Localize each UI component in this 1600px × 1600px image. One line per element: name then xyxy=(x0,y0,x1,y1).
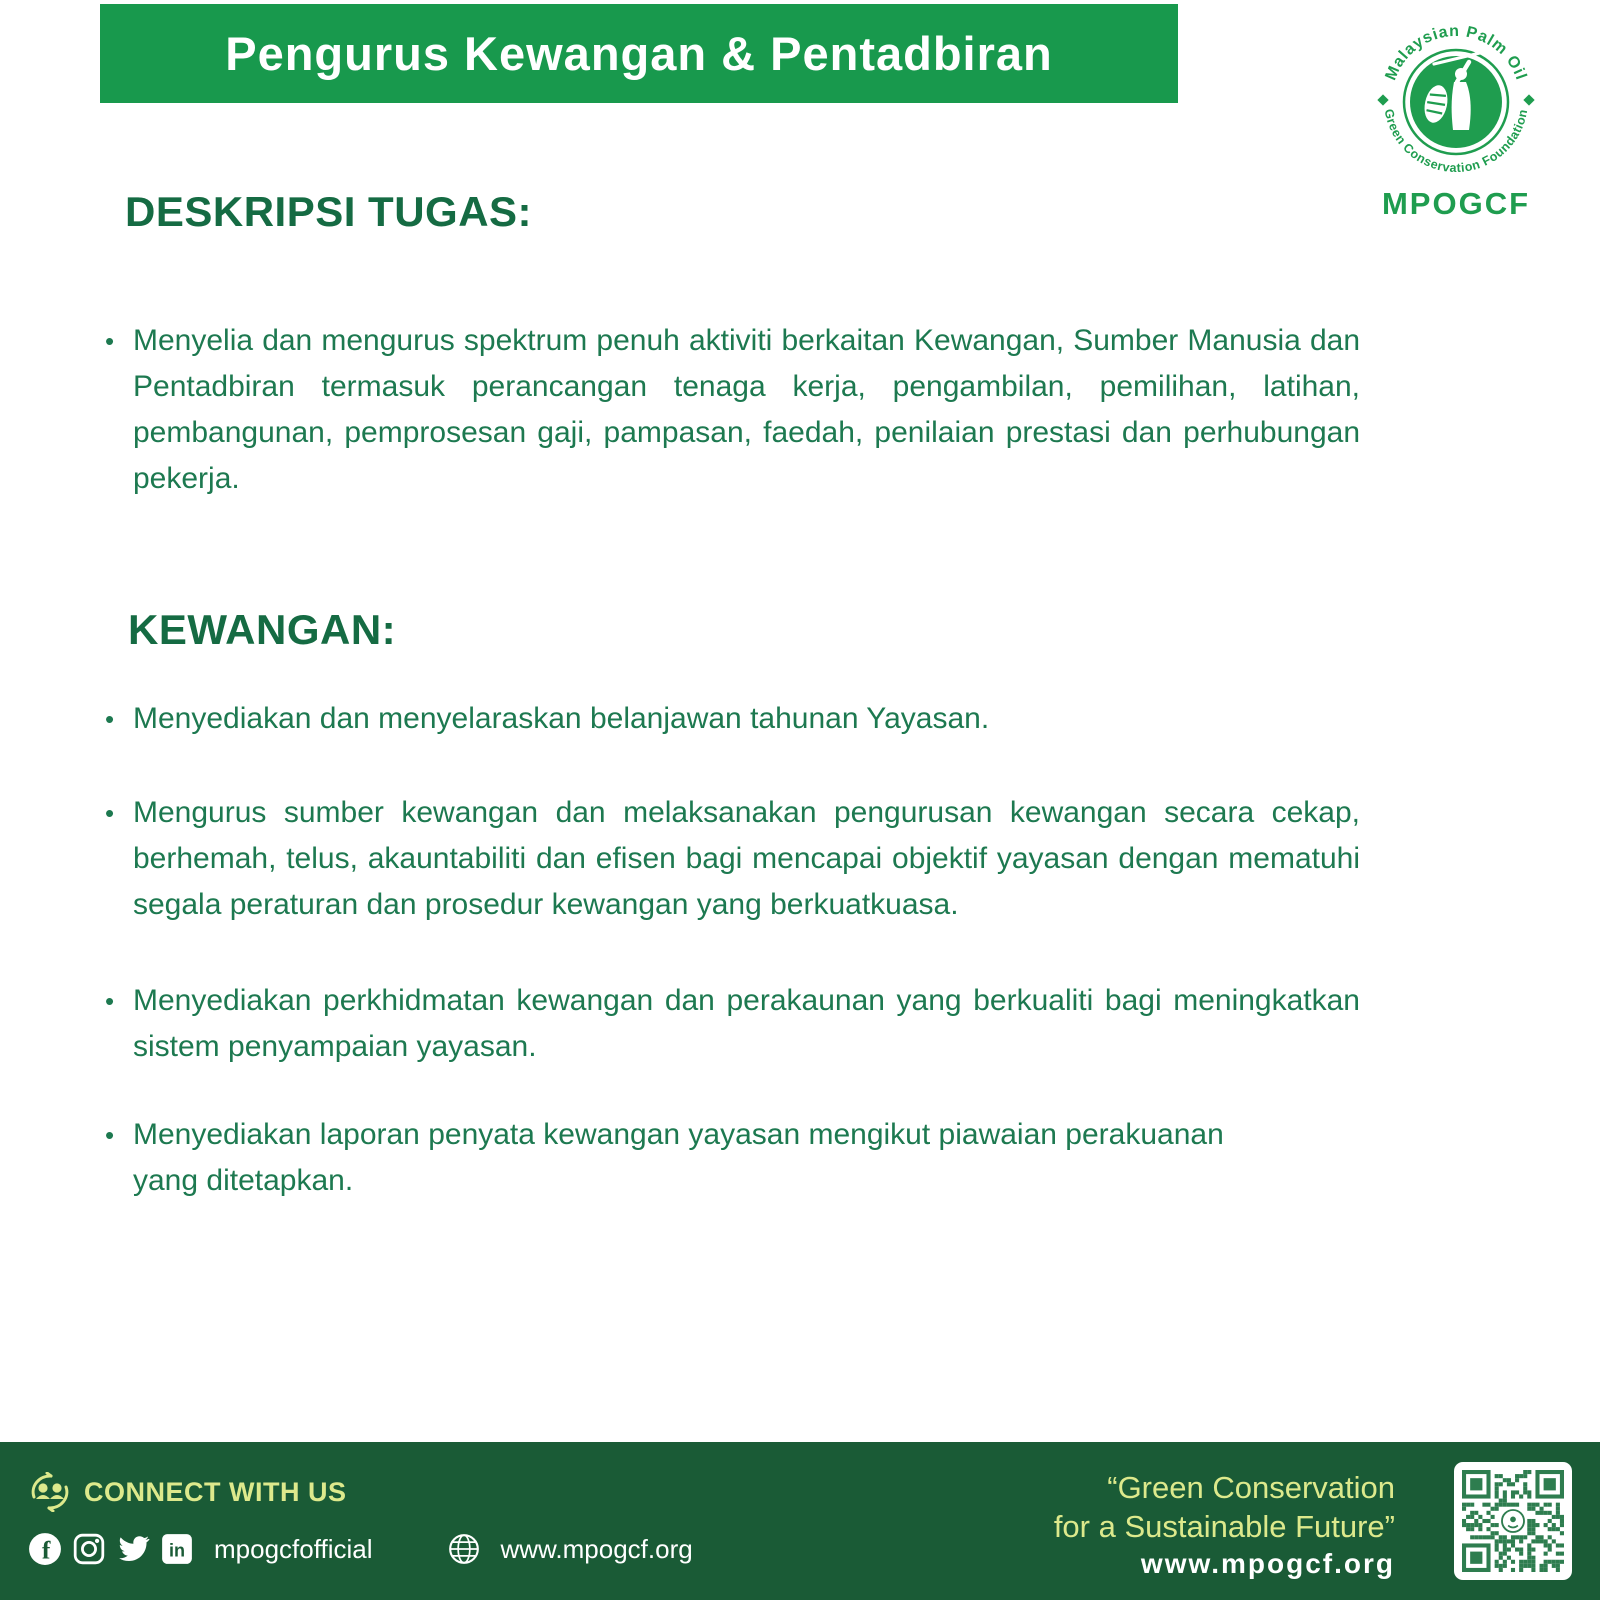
bullet-dot: • xyxy=(105,326,115,356)
social-links-row xyxy=(28,1532,693,1566)
footer-quote xyxy=(1054,1468,1395,1546)
linkedin-icon[interactable] xyxy=(160,1532,194,1566)
logo-arc-bottom-text: Green Conservation Foundation xyxy=(1381,107,1531,176)
page-title: Pengurus Kewangan & Pentadbiran xyxy=(225,27,1053,80)
bullet-text: Mengurus sumber kewangan dan melaksanakan pengurusan kewangan secara cekap, berhemah, telus, akauntabiliti dan efisen bagi mencapai objektif yayasan dengan mematuhi segala peraturan dan prosedur kewangan yang berkuatkuasa. xyxy=(133,796,1360,921)
bullet-item xyxy=(105,696,1360,742)
bullet-text: Menyelia dan mengurus spektrum penuh aktiviti berkaitan Kewangan, Sumber Manusia dan Pentadbiran termasuk perancangan tenaga kerja, pengambilan, pemilihan, latihan, pembangunan, pemprosesan gaji, pampasan, faedah, penilaian prestasi dan perhubungan pekerja. xyxy=(133,324,1360,495)
instagram-icon[interactable] xyxy=(72,1532,106,1566)
bullet-dot: • xyxy=(105,1120,115,1150)
bullet-dot: • xyxy=(105,704,115,734)
facebook-icon[interactable] xyxy=(28,1532,62,1566)
svg-text:in: in xyxy=(168,1540,186,1561)
logo-arc-top-text: Malaysian Palm Oil xyxy=(1382,22,1530,83)
website-link-left[interactable]: www.mpogcf.org xyxy=(500,1533,693,1564)
connect-with-us xyxy=(28,1472,346,1512)
section-heading-deskripsi-tugas: DESKRIPSI TUGAS: xyxy=(125,188,533,235)
bullet-dot: • xyxy=(105,798,115,828)
bullet-text: Menyediakan perkhidmatan kewangan dan perakaunan yang berkualiti bagi meningkatkan sistem penyampaian yayasan. xyxy=(133,984,1360,1063)
twitter-icon[interactable] xyxy=(116,1532,150,1566)
bullet-item xyxy=(105,1112,1235,1204)
logo-diamond-right xyxy=(1523,94,1534,105)
quote-line-1: “Green Conservation xyxy=(1107,1470,1395,1505)
svg-text:f: f xyxy=(41,1535,51,1565)
bullet-item xyxy=(105,978,1360,1070)
logo-diamond-left xyxy=(1377,94,1388,105)
website-link-right[interactable]: www.mpogcf.org xyxy=(1140,1548,1395,1579)
header-banner xyxy=(100,4,1178,103)
bullet-text: Menyediakan laporan penyata kewangan yayasan mengikut piawaian perakuanan yang ditetapkan. xyxy=(133,1118,1224,1197)
mpogcf-logo xyxy=(1372,12,1540,217)
logo-acronym: MPOGCF xyxy=(1381,186,1531,217)
connect-label: CONNECT WITH US xyxy=(84,1476,347,1507)
footer-bar xyxy=(0,1442,1600,1600)
quote-line-2: for a Sustainable Future” xyxy=(1053,1509,1395,1544)
bullet-item xyxy=(105,790,1360,928)
globe-icon xyxy=(447,1532,481,1566)
social-handle[interactable]: mpogcfofficial xyxy=(214,1533,373,1564)
section-heading-kewangan: KEWANGAN: xyxy=(128,606,397,653)
bullet-item xyxy=(105,318,1360,502)
bullet-dot: • xyxy=(105,986,115,1016)
mpogcf-logo-graphic xyxy=(1372,12,1540,217)
bullet-text: Menyediakan dan menyelaraskan belanjawan tahunan Yayasan. xyxy=(133,702,990,735)
connect-people-icon xyxy=(28,1472,72,1512)
qr-code xyxy=(1454,1462,1572,1580)
